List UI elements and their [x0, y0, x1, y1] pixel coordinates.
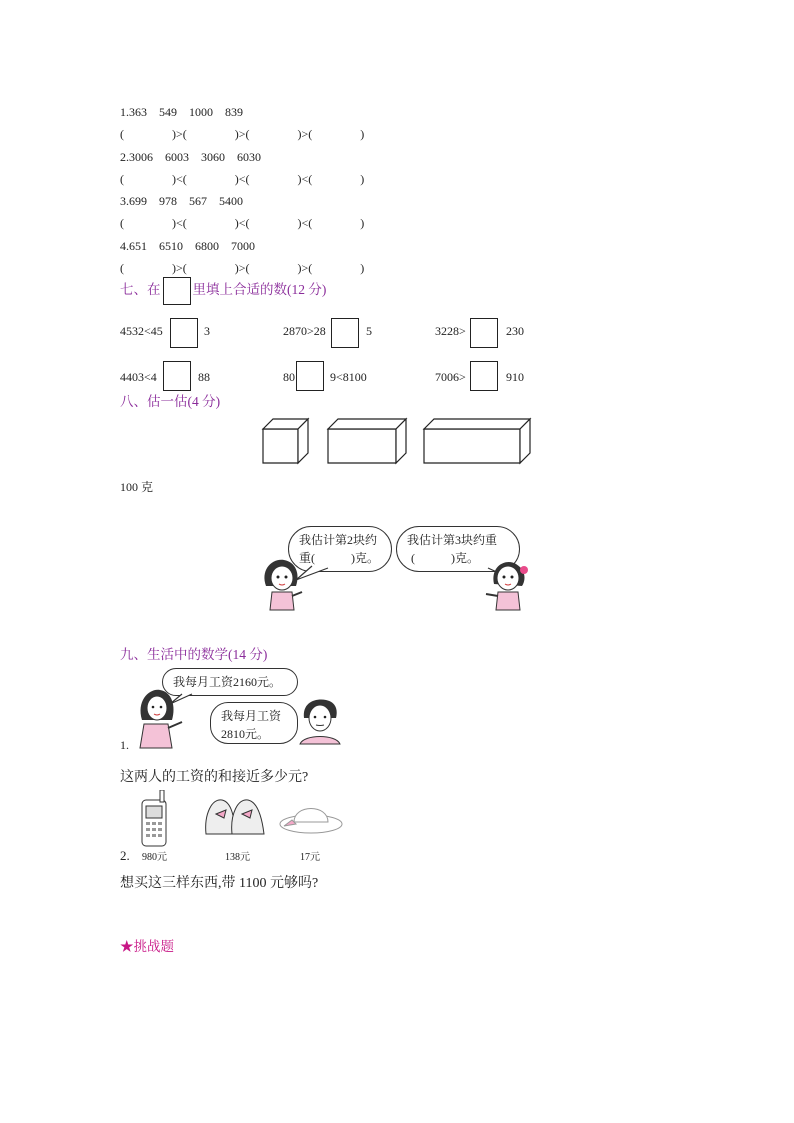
fill-problem-5-tail: 9<8100 [330, 370, 367, 384]
hat-price: 17元 [300, 852, 320, 863]
ordering-item-2-numbers: 2.3006 6003 3060 6030 [120, 149, 262, 164]
section-8-title: 八、估一估(4 分) [120, 394, 221, 409]
shoes-price: 138元 [225, 852, 250, 863]
girl-left-icon [258, 556, 306, 612]
block-1-icon [263, 419, 308, 463]
answer-box-3[interactable] [470, 318, 498, 348]
star-icon: ★ [120, 939, 134, 954]
fill-problem-6: 7006> [435, 370, 466, 384]
blocks-illustration [258, 414, 538, 468]
answer-box-2[interactable] [331, 318, 359, 348]
hat-icon [278, 800, 344, 836]
speech-bubble-man: 我每月工资 2810元。 [210, 702, 298, 744]
girl-right-icon [484, 556, 532, 612]
ordering-item-1-numbers: 1.363 549 1000 839 [120, 105, 244, 119]
block-2-icon [328, 419, 406, 463]
mobile-phone-icon [138, 790, 174, 848]
fill-problem-1-tail: 3 [204, 324, 210, 338]
question-2-text: 想买这三样东西,带 1100 元够吗? [120, 876, 319, 891]
section-7-title: 七、在 里填上合适的数(12 分) [120, 276, 326, 304]
answer-box-1[interactable] [170, 318, 198, 348]
answer-box-icon [163, 277, 191, 305]
ordering-section [120, 101, 364, 279]
fill-problem-2-tail: 5 [366, 324, 372, 338]
challenge-heading: ★挑战题 [120, 939, 174, 954]
fill-problem-4-tail: 88 [198, 370, 210, 384]
shoes-icon [202, 794, 266, 842]
ordering-item-4-blanks[interactable]: ( )>( )>( )>( ) [120, 261, 365, 276]
fill-problem-1: 4532<45 [120, 324, 163, 338]
speech-bubble-right: 我估计第3块约重 ( )克。 [396, 526, 520, 572]
question-1-text: 这两人的工资的和接近多少元? [120, 770, 309, 785]
speech-bubble-left: 我估计第2块约 重( )克。 [288, 526, 392, 572]
fill-problem-3-tail: 230 [506, 324, 524, 338]
ordering-item-3-numbers: 3.699 978 567 5400 [120, 194, 244, 209]
block-1-weight: 100 克 [120, 480, 154, 494]
section-9-title: 九、生活中的数学(14 分) [120, 647, 268, 662]
question-2-number: 2. [120, 848, 130, 863]
block-3-icon [424, 419, 530, 463]
man-icon [296, 698, 342, 746]
speech-bubble-woman: 我每月工资2160元。 [162, 668, 298, 696]
answer-box-6[interactable] [470, 361, 498, 391]
fill-problem-3: 3228> [435, 324, 466, 338]
question-1-number: 1. [120, 738, 129, 752]
ordering-item-3-blanks[interactable]: ( )<( )<( )<( ) [120, 216, 365, 231]
fill-problem-6-tail: 910 [506, 370, 524, 384]
answer-box-5[interactable] [296, 361, 324, 391]
ordering-item-4-numbers: 4.651 6510 6800 7000 [120, 238, 256, 253]
answer-box-4[interactable] [163, 361, 191, 391]
fill-problem-2: 2870>28 [283, 324, 326, 338]
ordering-item-1-blanks[interactable]: ( )>( )>( )>( ) [120, 127, 365, 142]
fill-problem-4: 4403<4 [120, 370, 157, 384]
phone-price: 980元 [142, 852, 167, 863]
fill-problem-5: 80 [283, 370, 295, 384]
ordering-item-2-blanks[interactable]: ( )<( )<( )<( ) [120, 171, 365, 186]
